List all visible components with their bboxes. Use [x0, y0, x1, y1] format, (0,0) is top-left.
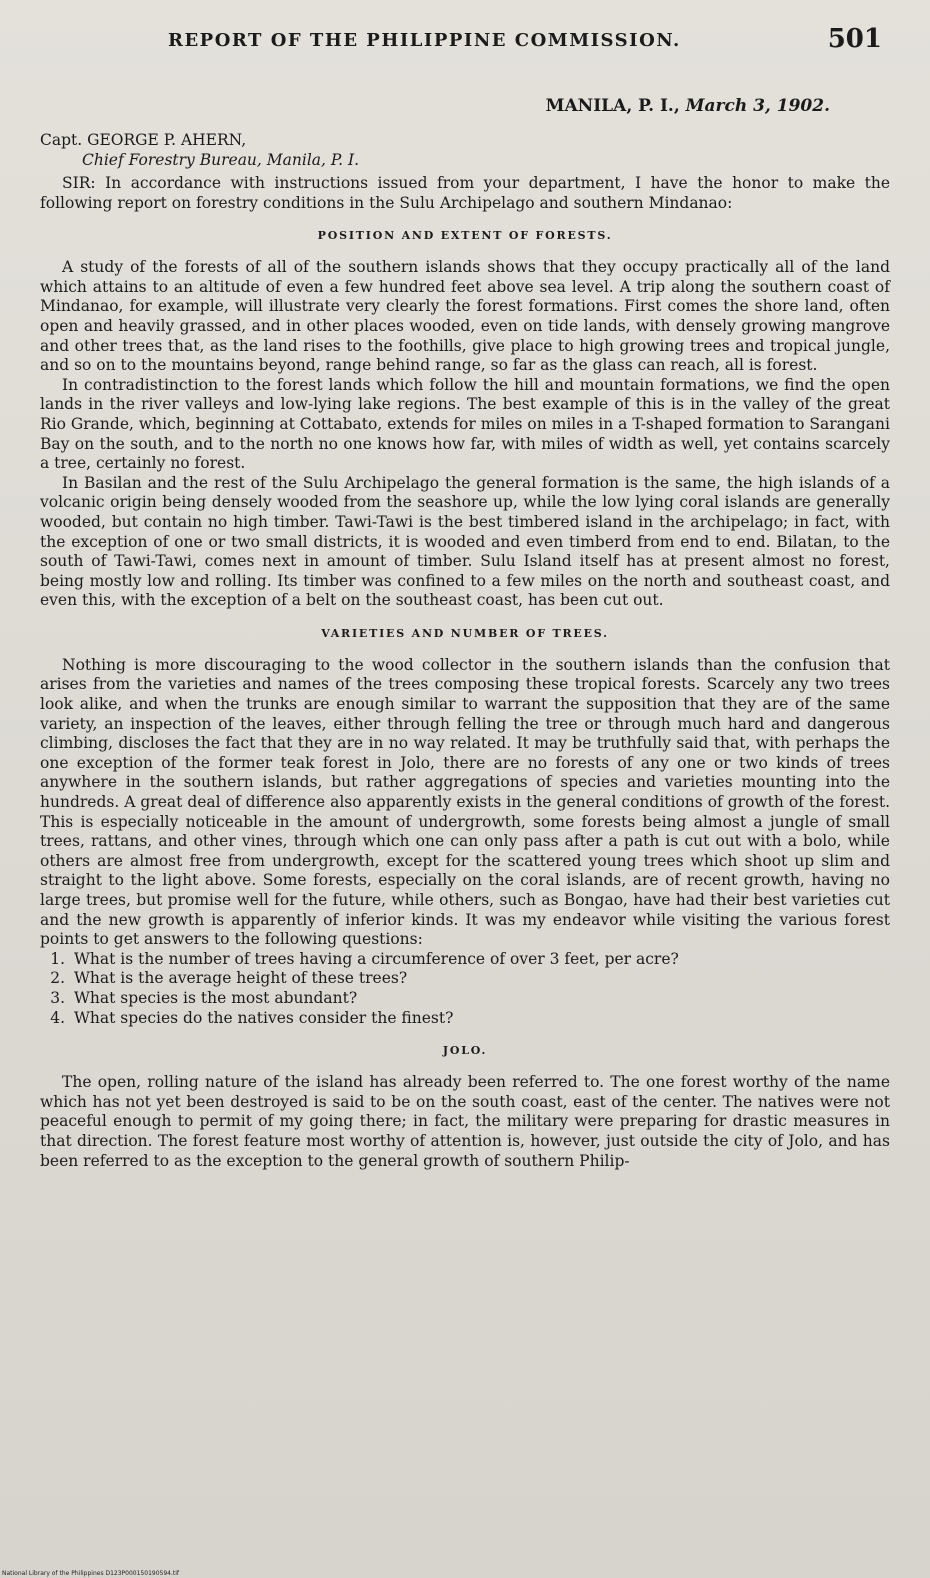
- section-heading-position: POSITION AND EXTENT OF FORESTS.: [317, 229, 613, 243]
- question-item: 3. What species is the most abundant?: [70, 989, 890, 1009]
- question-list: [40, 950, 890, 1028]
- addressee-title: Chief Forestry Bureau, Manila, P. I.: [82, 151, 360, 169]
- question-item: 4. What species do the natives consider the finest?: [70, 1009, 890, 1029]
- running-title: REPORT OF THE PHILIPPINE COMMISSION.: [168, 30, 681, 51]
- question-item: 1. What is the number of trees having a circumference of over 3 feet, per acre?: [70, 950, 890, 970]
- paragraph: In Basilan and the rest of the Sulu Archipelago the general formation is the same, the high islands of a volcanic origin being densely wooded from the seashore up, while the low lying coral islands are generally wooded, but contain no high timber. Tawi-Tawi is the best timbered island in the archipelago; in fact, with the exception of one or two small districts, it is wooded and even timberd from end to end. Bilatan, to the south of Tawi-Tawi, comes next in amount of timber. Sulu Island itself has at present almost no forest, being mostly low and rolling. Its timber was confined to a few miles on the north and southeast coast, and even this, with the exception of a belt on the southeast coast, has been cut out.: [40, 473, 890, 610]
- section-heading-varieties: VARIETIES AND NUMBER OF TREES.: [321, 626, 609, 640]
- page-number: 501: [827, 24, 882, 54]
- addressee-name: Capt. GEORGE P. AHERN,: [40, 131, 247, 149]
- paragraph: In contradistinction to the forest lands which follow the hill and mountain formations, we find the open lands in the river valleys and low-lying lake regions. The best example of this is in the valley of the great Rio Grande, which, beginning at Cottabato, extends for miles on miles in a T-shaped formation to Sarangani Bay on the south, and to the north no one knows how far, with miles of width as well, yet contains scarcely a tree, certainly no forest.: [40, 375, 890, 473]
- addressee: [40, 130, 890, 170]
- question-item: 2. What is the average height of these trees?: [70, 969, 890, 989]
- dateline: [40, 96, 830, 116]
- dateline-date: March 3, 1902.: [685, 96, 830, 116]
- salutation-paragraph: SIR: In accordance with instructions issued from your department, I have the honor to make the following report on forestry conditions in the Sulu Archipelago and southern Mindanao:: [40, 174, 890, 212]
- dateline-place: MANILA, P. I.,: [545, 96, 680, 116]
- paragraph: A study of the forests of all of the southern islands shows that they occupy practically all of the land which attains to an altitude of even a few hundred feet above sea level. A trip along the southern coast of Mindanao, for example, will illustrate very clearly the forest formations. First comes the shore land, often open and heavily grassed, and in other places wooded, even on tide lands, with densely growing mangrove and other trees that, as the land rises to the foothills, give place to high growing trees and tropical jungle, and so on to the mountains beyond, range behind range, so far as the glass can reach, all is forest.: [40, 258, 890, 375]
- scan-footer: National Library of the Philippines D123P000150190594.tif: [2, 1570, 180, 1577]
- running-head: [40, 22, 890, 56]
- paragraph: The open, rolling nature of the island has already been referred to. The one forest worthy of the name which has not yet been destroyed is said to be on the south coast, east of the center. The natives were not peaceful enough to permit of my going there; in fact, the military were preparing for drastic measures in that direction. The forest feature most worthy of attention is, however, just outside the city of Jolo, and has been referred to as the exception to the general growth of southern Philip-: [40, 1073, 890, 1170]
- section-heading-jolo: JOLO.: [442, 1044, 488, 1058]
- paragraph: Nothing is more discouraging to the wood collector in the southern islands than the confusion that arises from the varieties and names of the trees composing these tropical forests. Scarcely any two trees look alike, and when the trunks are enough similar to warrant the supposition that they are of the same variety, an inspection of the leaves, either through felling the tree or through much hard and dangerous climbing, discloses the fact that they are in no way related. It may be truthfully said that, with perhaps the one exception of the former teak forest in Jolo, there are no forests of any one or two kinds of trees anywhere in the southern islands, but rather aggregations of species and varieties mounting into the hundreds. A great deal of difference also apparently exists in the general conditions of growth of the forest. This is especially noticeable in the amount of undergrowth, some forests being almost a jungle of small trees, rattans, and other vines, through which one can only pass after a path is cut out with a bolo, while others are almost free from undergrowth, except for the scattered young trees which shoot up slim and straight to the light above. Some forests, especially on the coral islands, are of recent growth, having no large trees, but promise well for the future, while others, such as Bongao, have had their best varieties cut and the new growth is apparently of inferior kinds. It was my endeavor while visiting the various forest points to get answers to the following questions:: [40, 655, 890, 949]
